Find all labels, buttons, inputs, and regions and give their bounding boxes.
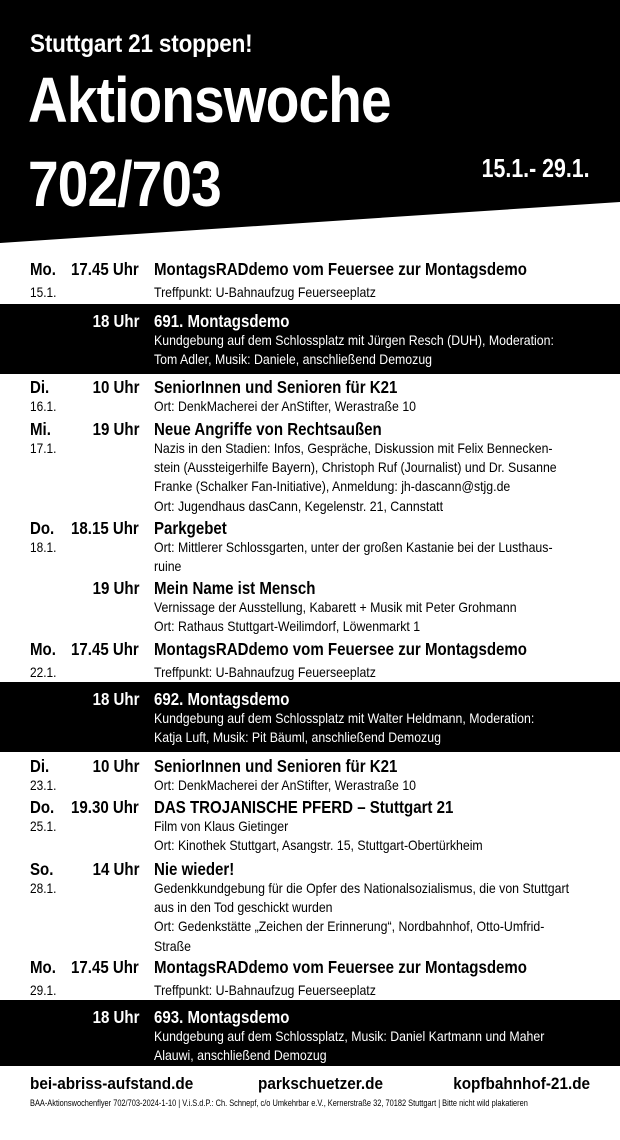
event-description-line: Ort: DenkMacherei der AnStifter, Werastraße 10: [154, 777, 417, 793]
event-day: Di.: [30, 377, 50, 397]
event-description-line: Ort: Kinothek Stuttgart, Asangstr. 15, Stuttgart-Obertürkheim: [154, 837, 483, 854]
event-item: [0, 682, 620, 752]
header-date-range: 15.1.- 29.1.: [482, 153, 590, 183]
event-description: [154, 439, 576, 516]
event-description: [154, 663, 576, 682]
event-item: [0, 258, 620, 300]
header-banner: [0, 0, 620, 245]
header-title: Aktionswoche: [28, 64, 391, 136]
event-time: 19.30 Uhr: [71, 797, 139, 817]
event-title: SeniorInnen und Senioren für K21: [154, 377, 398, 397]
event-description-line: Franke (Schalker Fan-Initiative), Anmeldung: jh-dascann@stjg.de: [154, 478, 511, 495]
event-title: MontagsRADdemo vom Feuersee zur Montagsdemo: [154, 639, 527, 659]
event-day: Di.: [30, 756, 50, 776]
event-description: [154, 879, 576, 956]
event-time: 17.45 Uhr: [71, 639, 139, 659]
event-day: Do.: [30, 518, 55, 538]
event-description-line: aus in den Tod geschickt wurden: [154, 899, 333, 916]
event-description-line: ruine: [154, 558, 182, 575]
footer-link-parkschuetzer[interactable]: parkschuetzer.de: [258, 1074, 384, 1093]
event-day: So.: [30, 859, 54, 879]
event-day: Mi.: [30, 419, 51, 439]
event-description-line: Film von Klaus Gietinger: [154, 818, 289, 834]
event-item: [0, 376, 620, 416]
event-day: Mo.: [30, 259, 56, 279]
event-item: [0, 304, 620, 374]
event-time: 17.45 Uhr: [71, 259, 139, 279]
event-description-line: Tom Adler, Musik: Daniele, anschließend Demozug: [154, 351, 433, 368]
event-title: 693. Montagsdemo: [154, 1007, 290, 1027]
event-item: [0, 796, 620, 854]
footer-link-kopfbahnhof-21[interactable]: kopfbahnhof-21.de: [453, 1074, 590, 1093]
event-description: [154, 776, 576, 795]
event-time: 18 Uhr: [92, 689, 139, 709]
event-description-line: Kundgebung auf dem Schlossplatz mit Walter Heldmann, Moderation:: [154, 710, 535, 726]
event-date: 18.1.: [30, 540, 57, 555]
event-day: Mo.: [30, 957, 56, 977]
event-description-line: Vernissage der Ausstellung, Kabarett + Musik mit Peter Grohmann: [154, 599, 517, 615]
event-description-line: Ort: Gedenkstätte „Zeichen der Erinnerung“, Nordbahnhof, Otto-Umfrid-: [154, 918, 545, 935]
event-title: MontagsRADdemo vom Feuersee zur Montagsdemo: [154, 259, 527, 279]
event-description-line: Ort: Mittlerer Schlossgarten, unter der großen Kastanie bei der Lusthaus-: [154, 539, 553, 555]
imprint-text: BAA-Aktionswochenflyer 702/703-2024-1-10 | V.i.S.d.P.: Ch. Schnepf, c/o Umkehrbar e.V., Kernerstraße 32, 70182 Stuttgart | Bitte nicht wild plakatieren: [30, 1098, 528, 1109]
event-date: 22.1.: [30, 665, 57, 680]
event-description: [154, 538, 576, 576]
event-day: Mo.: [30, 639, 56, 659]
event-date: 28.1.: [30, 881, 57, 896]
event-description-line: stein (Aussteigerhilfe Bayern), Christoph Ruf (Journalist) und Dr. Susanne: [154, 459, 557, 476]
event-title: DAS TROJANISCHE PFERD – Stuttgart 21: [154, 797, 454, 817]
event-title: Parkgebet: [154, 518, 227, 538]
event-title: Neue Angriffe von Rechtsaußen: [154, 419, 382, 439]
event-description-line: Treffpunkt: U-Bahnaufzug Feuerseeplatz: [154, 664, 376, 680]
event-title: SeniorInnen und Senioren für K21: [154, 756, 398, 776]
event-date: 17.1.: [30, 441, 57, 456]
event-item: [0, 755, 620, 795]
event-day: Do.: [30, 797, 55, 817]
event-title: 692. Montagsdemo: [154, 689, 290, 709]
footer-link-bei-abriss-aufstand[interactable]: bei-abriss-aufstand.de: [30, 1074, 194, 1093]
event-time: 19 Uhr: [92, 419, 139, 439]
event-title: 691. Montagsdemo: [154, 311, 290, 331]
event-item: [0, 418, 620, 516]
event-description-line: Straße: [154, 937, 191, 954]
event-date: 23.1.: [30, 778, 57, 793]
event-description: [154, 1027, 576, 1065]
event-title: MontagsRADdemo vom Feuersee zur Montagsdemo: [154, 957, 527, 977]
header-subtitle: Stuttgart 21 stoppen!: [30, 30, 253, 58]
event-description-line: Ort: Jugendhaus dasCann, Kegelenstr. 21, Cannstatt: [154, 497, 444, 514]
event-item: [0, 638, 620, 678]
event-time: 17.45 Uhr: [71, 957, 139, 977]
event-time: 10 Uhr: [92, 377, 139, 397]
event-item: [0, 858, 620, 956]
event-description: [154, 331, 576, 369]
event-description-line: Alauwi, anschließend Demozug: [154, 1047, 327, 1064]
event-time: 14 Uhr: [92, 859, 139, 879]
event-description: [154, 817, 576, 855]
event-description-line: Treffpunkt: U-Bahnaufzug Feuerseeplatz: [154, 982, 376, 998]
event-description-line: Ort: DenkMacherei der AnStifter, Werastraße 10: [154, 398, 417, 414]
event-title: Nie wieder!: [154, 859, 235, 879]
event-date: 15.1.: [30, 285, 57, 300]
event-title: Mein Name ist Mensch: [154, 578, 316, 598]
event-description: [154, 283, 576, 302]
event-description: [154, 397, 576, 416]
event-description-line: Katja Luft, Musik: Pit Bäuml, anschließend Demozug: [154, 729, 441, 746]
event-date: 16.1.: [30, 399, 57, 414]
event-description-line: Kundgebung auf dem Schlossplatz mit Jürgen Resch (DUH), Moderation:: [154, 332, 554, 348]
event-item: [0, 517, 620, 577]
event-description-line: Ort: Rathaus Stuttgart-Weilimdorf, Löwenmarkt 1: [154, 618, 421, 635]
event-description-line: Nazis in den Stadien: Infos, Gespräche, Diskussion mit Felix Bennecken-: [154, 440, 553, 456]
event-date: 29.1.: [30, 983, 57, 998]
event-item: [0, 577, 620, 635]
header-number: 702/703: [28, 148, 221, 220]
footer-links: [30, 1074, 590, 1096]
event-item: [0, 956, 620, 998]
event-time: 18 Uhr: [92, 1007, 139, 1027]
event-item: [0, 1000, 620, 1066]
event-time: 18 Uhr: [92, 311, 139, 331]
event-description: [154, 709, 576, 747]
event-description-line: Kundgebung auf dem Schlossplatz, Musik: Daniel Kartmann und Maher: [154, 1028, 545, 1044]
event-description-line: Gedenkkundgebung für die Opfer des Nationalsozialismus, die von Stuttgart: [154, 880, 570, 896]
event-description: [154, 981, 576, 1000]
event-description: [154, 598, 576, 636]
event-time: 10 Uhr: [92, 756, 139, 776]
event-date: 25.1.: [30, 819, 57, 834]
event-time: 18.15 Uhr: [71, 518, 139, 538]
event-time: 19 Uhr: [92, 578, 139, 598]
event-description-line: Treffpunkt: U-Bahnaufzug Feuerseeplatz: [154, 284, 376, 300]
